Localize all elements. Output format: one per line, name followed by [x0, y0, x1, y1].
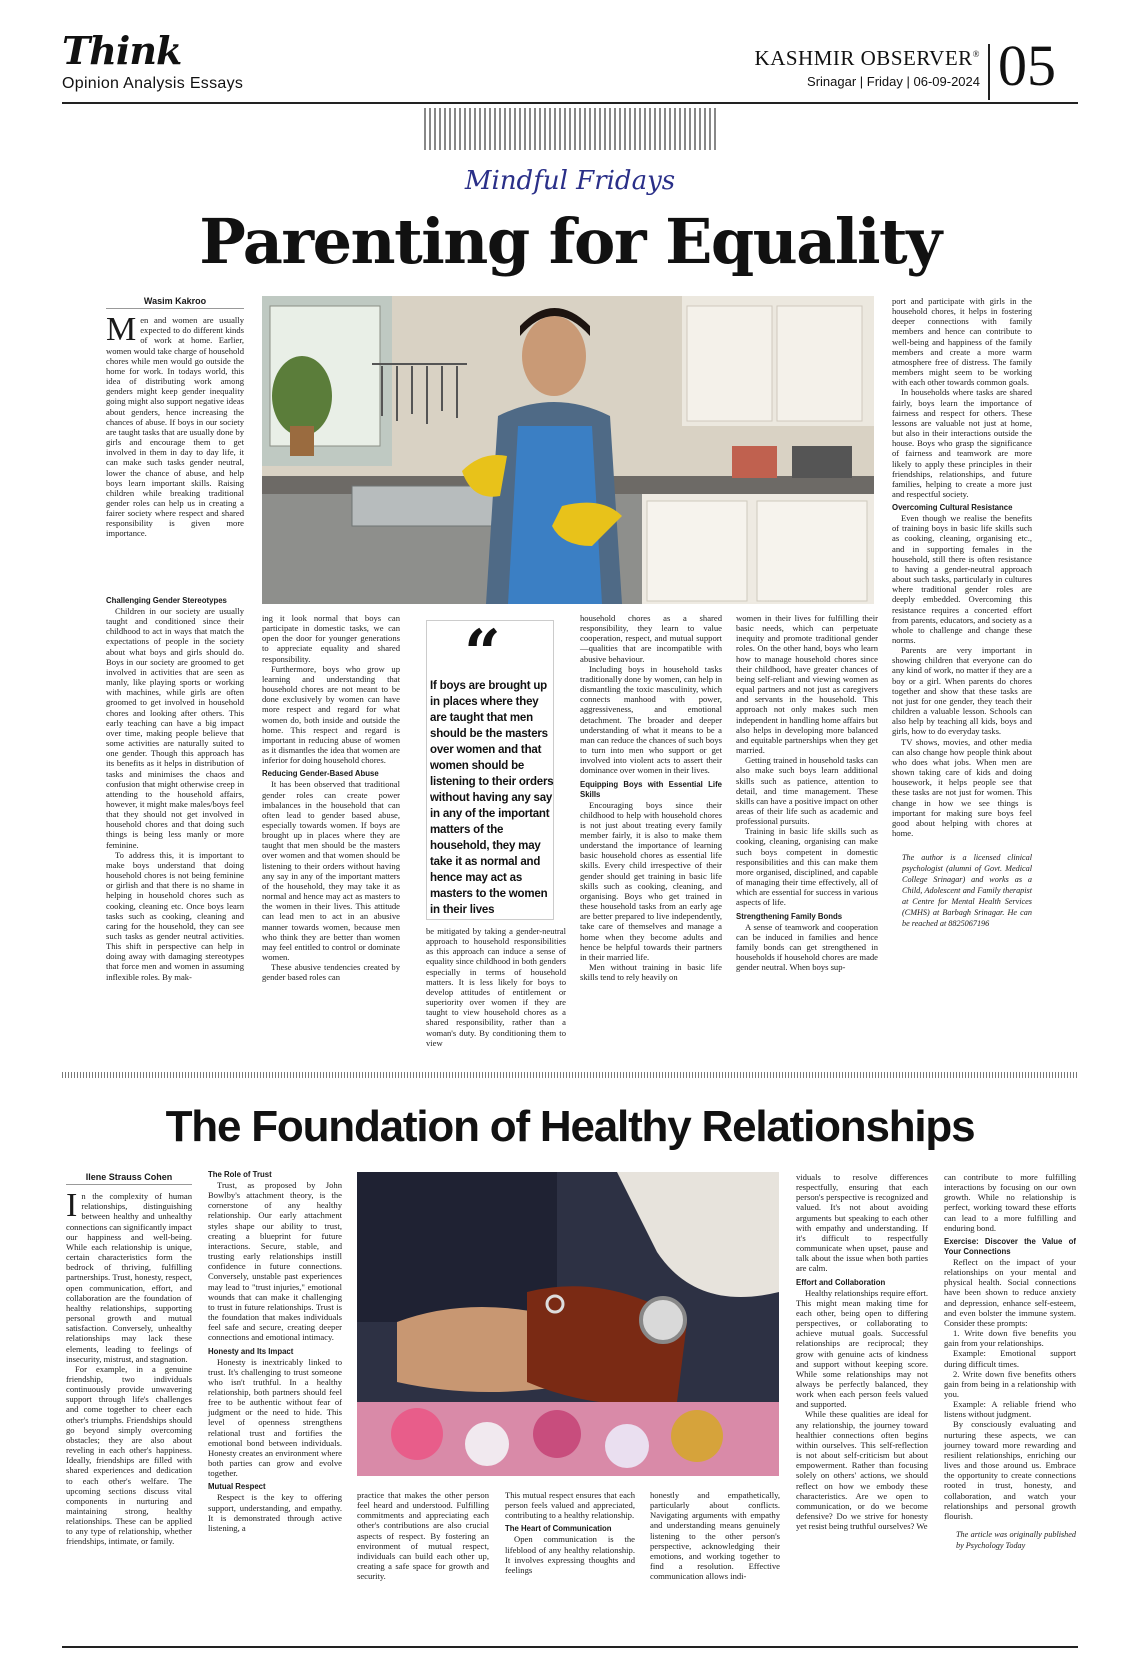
header-divider — [988, 44, 990, 100]
article2-col2 — [208, 1170, 342, 1533]
paragraph: This mutual respect ensures that each person feels valued and appreciated, contributing to a healthy relationship. — [505, 1490, 635, 1521]
author-note: The author is a licensed clinical psychologist (alumni of Govt. Medical College Srinagar) and works as a Child, Adolescent and Family therapist at Centre for Mental Health Services (CMHS) at Barbagh Srinagar. He can be reached at 8825067196 — [902, 853, 1032, 929]
masthead — [755, 46, 980, 71]
paragraph: Healthy relationships require effort. This might mean making time for each other, being open to differing perspectives, or collaborating to achieve mutual goals. Successful relationships are reciprocal; they grow with genuine acts of kindness and support without keeping score. While some relationships may not always be perfectly balanced, they work when each person feels valued and supported. — [796, 1287, 928, 1410]
article1-headline: Parenting for Equality — [199, 205, 941, 278]
footer-rule — [62, 1646, 1078, 1648]
subheading: Mutual Respect — [208, 1482, 266, 1492]
paragraph: To address this, it is important to make boys understand that doing household chores is not being feminine or girlish and that there is no shame in helping in household chores such as cooking, cleaning etc. Once boys learn tasks such as cooking, cleaning and caring for the household, they can see such tasks as gender neutral activities. This shift in perspective can help in doing away with damaging stereotypes that force men and women in assuming inflexible roles. By mak- — [106, 849, 244, 982]
paragraph: Getting trained in household tasks can also make such boys learn additional skills such as patience, attention to detail, and time management. These skills can have a positive impact on other areas of their life such as academic and professional pursuits. — [736, 755, 878, 827]
paragraph: can contribute to more fulfilling interactions by focusing on our own growth. While no relationship is perfect, working toward these efforts can lead to a more fulfilling and enduring bond. — [944, 1172, 1076, 1233]
article1-col5 — [736, 613, 878, 972]
article2-col4 — [505, 1490, 635, 1575]
article2-col6 — [796, 1172, 928, 1531]
paragraph: For example, in a genuine friendship, two individuals continuously provide unwavering support through life's challenges and come together to cheer each other's triumphs. Friendships should go beyond simply overcoming obstacles; they are also about reveling in each other's happiness. Ideally, friendships are filled with shared experiences and dedication to each other's welfare. The upcoming sections discuss vital components in nurturing and maintaining strong, healthy relationships. These can be applied to any type of relationship, whether friendships, intimate, or family. — [66, 1363, 192, 1547]
article1-col1-lower — [106, 592, 244, 982]
paragraph: Encouraging boys since their childhood to help with household chores is not just about treating every family member fairly, it is also to make them understand the importance of learning basic household chores as essential life skills. Every child irrespective of their gender should get training in basic life skills such as cooking, cleaning, and organising. Boys who get trained in these household tasks from an early age are better prepared to live independently, take care of themselves and manage a home when they become adults and hence be helpful towards their partners in their married life. — [580, 799, 722, 962]
article1-photo — [262, 296, 874, 604]
barcode-strip — [424, 108, 716, 150]
subheading: The Role of Trust — [208, 1170, 272, 1179]
paragraph: A sense of teamwork and cooperation can be induced in families and hence family bonds can get strengthened in households if household chores are made gender neutral. When boys sup- — [736, 921, 878, 973]
paragraph: Including boys in household tasks traditionally done by women, can help in dismantling the toxic masculinity, which connects manhood with power, aggressiveness, and emotional detachment. The broader and deeper understanding of what it means to be a man can reduce the chances of such boys to turn into men who support or get involved into violent acts to assert their dominance over women in their lives. — [580, 663, 722, 776]
source-note: The article was originally published by Psychology Today — [956, 1530, 1076, 1550]
article2-headline: The Foundation of Healthy Relationships — [165, 1102, 975, 1151]
paragraph: 1. Write down five benefits you gain from your relationships. — [944, 1328, 1076, 1349]
paragraph: TV shows, movies, and other media can also change how people think about who does what jobs. When men are shown taking care of kids and doing housework, it helps people see that these tasks are not just for women. This change in how we see things is important for making sure boys feel good about helping with chores at home. — [892, 736, 1032, 838]
paragraph: Children in our society are usually taught and conditioned since their childhood to act in ways that match the expectations of people in the society about what boys and girls should do. Boys in our society are groomed to get involved in activities that are seen as manly, like playing sports or working with machines, while girls are often groomed to get involved in household chores and looking after others. This early teaching can have a big impact over time, making people believe that some activities are naturally suited to one gender. Though this approach has its benefits as it helps in distribution of tasks and minimises the chaos and confusion that might otherwise creep in attending to the household affairs, however, it might make males/boys feel that they should not get involved in household chores and that doing such things is being less manly or more feminine. — [106, 606, 244, 850]
section-tagline: Opinion Analysis Essays — [62, 75, 244, 92]
quote-mark-icon: “ — [464, 616, 501, 691]
subheading: Overcoming Cultural Resistance — [892, 503, 1013, 513]
hands-photo-illustration — [357, 1172, 779, 1476]
subheading: Honesty and Its Impact — [208, 1346, 294, 1356]
article1-kicker: Mindful Fridays — [464, 166, 676, 196]
paragraph: While these qualities are ideal for any relationship, the journey toward healthier connections often begins within ourselves. This self-reflection is not about self-criticism but about empowerment. Rather than focusing solely on others' actions, we should reflect on how we embody these characteristics. Are we open to communication, or do we become defensive? Do we strive for honesty yet resist being truthful ourselves? We — [796, 1409, 928, 1532]
paragraph: 2. Write down five benefits others gain from being in a relationship with you. — [944, 1368, 1076, 1399]
subheading: Equipping Boys with Essential Life Skills — [580, 779, 722, 799]
paragraph: Reflect on the impact of your relationships on your mental and physical health. Social connections have been shown to reduce anxiety and depression, enhance self-esteem, and even bolster the immune system. Consider these prompts: — [944, 1256, 1076, 1328]
header-rule — [62, 102, 1078, 104]
subheading: Challenging Gender Stereotypes — [106, 596, 227, 605]
dropcap: M — [106, 311, 137, 349]
article2-col1 — [66, 1172, 192, 1547]
paragraph: honestly and empathetically, particularly about conflicts. Navigating arguments with empathy and understanding means genuinely listening to the other person's perspective, acknowledging their emotions, and working together to find a resolution. Effective communication allows indi- — [650, 1490, 780, 1582]
paragraph: Parents are very important in showing children that everyone can do any kind of work, no matter if they are a boy or a girl. When parents do chores together and show that these tasks are not just for one gender, they teach their children a valuable lesson. Schools can also help by teaching all kids, boys and girls, how to do everyday tasks. — [892, 645, 1032, 737]
article1-col6 — [892, 296, 1032, 929]
dropcap: I — [66, 1187, 78, 1225]
registered-mark: ® — [972, 49, 980, 59]
paragraph: By consciously evaluating and nurturing these aspects, we can journey toward more rewarding and resilient relationships, enriching our lives and those around us. Embrace the opportunity to create connections rooted in trust, honesty, and collaboration, and watch your relationships and personal growth flourish. — [944, 1419, 1076, 1521]
paragraph: be mitigated by taking a gender-neutral approach to household responsibilities as this approach can induce a sense of equality since childhood in both genders especially in terms of household matters. It is less likely for boys to develop attitudes of entitlement or superiority over women if they are taught to view household chores as a shared responsibility, rather than a woman's duty. By conditioning them to view — [426, 926, 566, 1048]
article1-col1 — [106, 296, 244, 539]
pull-quote: If boys are brought up in places where they are taught that men should be the masters over women and that women should be listening to their orders without having any say in any of the important matters of the household, they may take it as normal and hence may act as masters to the women in their lives — [430, 680, 554, 916]
kitchen-photo-illustration — [262, 296, 874, 604]
subheading: Exercise: Discover the Value of Your Connections — [944, 1236, 1076, 1256]
paragraph: women in their lives for fulfilling their basic needs, which can perpetuate inequity and promote traditional gender roles. On the other hand, boys who learn how to manage household chores since their childhood, have greater chances of being self-reliant and viewing women as equal partners and not just as caregivers and servants in the household. This approach not only makes such men independent in handling home affairs but also helps in developing more balanced and equitable partnerships when they get married. — [736, 613, 878, 756]
article1-col2 — [262, 613, 400, 982]
paragraph: Men without training in basic life skills tend to rely heavily on — [580, 962, 722, 983]
paragraph: Open communication is the lifeblood of any healthy relationship. It involves expressing thoughts and feelings — [505, 1534, 635, 1575]
paragraph: Honesty is inextricably linked to trust. It's challenging to trust someone who isn't truthful. In a healthy relationship, both partners should feel free to be authentic without fear of judgment or the need to hide. This level of openness strengthens relational trust and fortifies the emotional bond between individuals. Honesty creates an environment where both parties can grow and evolve together. — [208, 1356, 342, 1479]
article1-col3 — [426, 926, 566, 1048]
paragraph: Furthermore, boys who grow up learning and understanding that household chores are not meant to be done exclusively by women can have more respect and regard for what women do, both inside and outside the home. This respect and regard is important in reducing abuse of women as it dismantles the idea that women are inferior for doing household chores. — [262, 663, 400, 766]
paragraph: It has been observed that traditional gender roles can create power imbalances in the household that can often lead to gender based abuse, especially towards women. If boys are brought up in places where they are taught that men should be the masters over women and that women should be listening to their orders without having any say in any of the important matters of the household, they may take it as normal and hence may act as masters to the women in their lives. This attitude can lead men to act in an abusive manner towards women, because men who think they are better than women may feel entitled to control or dominate women. — [262, 779, 400, 962]
article1-intro — [106, 311, 244, 539]
article1-col4 — [580, 613, 722, 982]
article2-byline: Ilene Strauss Cohen — [66, 1172, 192, 1185]
paragraph: port and participate with girls in the household chores, it helps in fostering deeper connections with family members and hence can contribute to well-being and happiness of the family members and create a more warm atmosphere free of distress. The family members might seem to be working with each other towards common goals. — [892, 296, 1032, 388]
paragraph: viduals to resolve differences respectfully, ensuring that each person's perspective is recognized and valued. It's not about avoiding arguments but speaking to each other with empathy and understanding. If it's difficult to respectfully communicate when upset, pause and talk about the issue when both parties are calm. — [796, 1172, 928, 1274]
section-divider — [62, 1072, 1078, 1078]
subheading: Effort and Collaboration — [796, 1277, 886, 1287]
paragraph: en and women are usually expected to do different kinds of work at home. Earlier, women would take charge of household chores while men would go outside the home for work. In todays world, this idea of distributing work among genders might keep gender inequality going might also support negative ideas about genders, hence increasing the chances of abuse. If boys in our society are taught tasks that are usually done by girls and encourage them to get involved in them in day to day life, it can make such tasks gender neutral, lower the chance of abuse, and help boys learn important skills. Raising children while breaking traditional gender roles can help us in creating a fairer society where respect and shared responsibility is given more importance. — [106, 315, 244, 539]
article1-byline: Wasim Kakroo — [106, 296, 244, 309]
paragraph: ing it look normal that boys can participate in domestic tasks, we can open the door for younger generations to appreciate equality and shared responsibility. — [262, 613, 400, 664]
paragraph: household chores as a shared responsibility, they learn to value cooperation, respect, and mutual support—qualities that are incompatible with abusive behaviour. — [580, 613, 722, 664]
dateline: Srinagar | Friday | 06-09-2024 — [807, 74, 980, 89]
paragraph: Trust, as proposed by John Bowlby's attachment theory, is the cornerstone of any healthy relationship. Our early attachment styles shape our ability to trust, creating a blueprint for future interactions. Secure, stable, and trusting early relationships instill confidence in future connections. Conversely, unstable past experiences may lead to "trust injuries," emotional wounds that can make it challenging to trust in future relationships. Trust is the foundation that makes individuals feel safe and secure, creating deeper connections and emotional intimacy. — [208, 1180, 342, 1343]
paragraph: practice that makes the other person feel heard and understood. Fulfilling commitments and appreciating each other's contributions are also crucial aspects of respect. By fostering an environment of mutual respect, individuals can build each other up, creating a safe space for growth and security. — [357, 1490, 489, 1582]
article2-photo — [357, 1172, 779, 1476]
paragraph: Even though we realise the benefits of training boys in basic life skills such as cooking, cleaning, organising etc., and in supporting females in the household, still there is often resistance to having a gender-neutral approach about such tasks, particularly in cultures where traditional gender roles are deeply embedded. Overcoming this resistance requires a concerted effort from parents, educators, and society as a whole to challenge and change these norms. — [892, 513, 1032, 645]
section-title: Think — [62, 28, 182, 73]
article2-col7 — [944, 1172, 1076, 1551]
subheading: The Heart of Communication — [505, 1524, 612, 1534]
paragraph: Example: A reliable friend who listens without judgment. — [944, 1399, 1076, 1420]
paragraph: These abusive tendencies created by gender based roles can — [262, 962, 400, 983]
subheading: Strengthening Family Bonds — [736, 911, 843, 921]
article2-intro — [66, 1187, 192, 1364]
article2-col5 — [650, 1490, 780, 1581]
paragraph: In households where tasks are shared fairly, boys learn the importance of fairness and respect for others. These lessons are valuable not just at home, but also in their interactions outside the house. Boys who grasp the significance of fairness and teamwork are more likely to apply these principles in their friendships, relationships, and future families, helping to create a more just and respectful society. — [892, 387, 1032, 499]
paragraph: n the complexity of human relationships, distinguishing between healthy and unhealthy connections can significantly impact our happiness and well-being. While each relationship is unique, certain characteristics form the bedrock of thriving, fulfilling partnerships. Trust, honesty, respect, open communication, effort, and collaboration are the foundation of healthy relationships, supporting personal growth and mutual satisfaction. Conversely, unhealthy relationships may lack these elements, leading to feelings of insecurity, mistrust, and stagnation. — [66, 1191, 192, 1364]
paragraph: Training in basic life skills such as cooking, cleaning, organising can make such boys competent in domestic responsibilities and this can make them more organised, disciplined, and capable of managing their time effectively, all of which are essential for success in various aspects of life. — [736, 826, 878, 908]
article2-col3 — [357, 1490, 489, 1581]
paragraph: Respect is the key to offering support, understanding, and empathy. It is demonstrated through active listening, a — [208, 1492, 342, 1533]
page-number: 05 — [998, 33, 1056, 98]
paragraph: Example: Emotional support during difficult times. — [944, 1348, 1076, 1369]
subheading: Reducing Gender-Based Abuse — [262, 769, 379, 779]
masthead-name: KASHMIR OBSERVER — [754, 46, 973, 70]
